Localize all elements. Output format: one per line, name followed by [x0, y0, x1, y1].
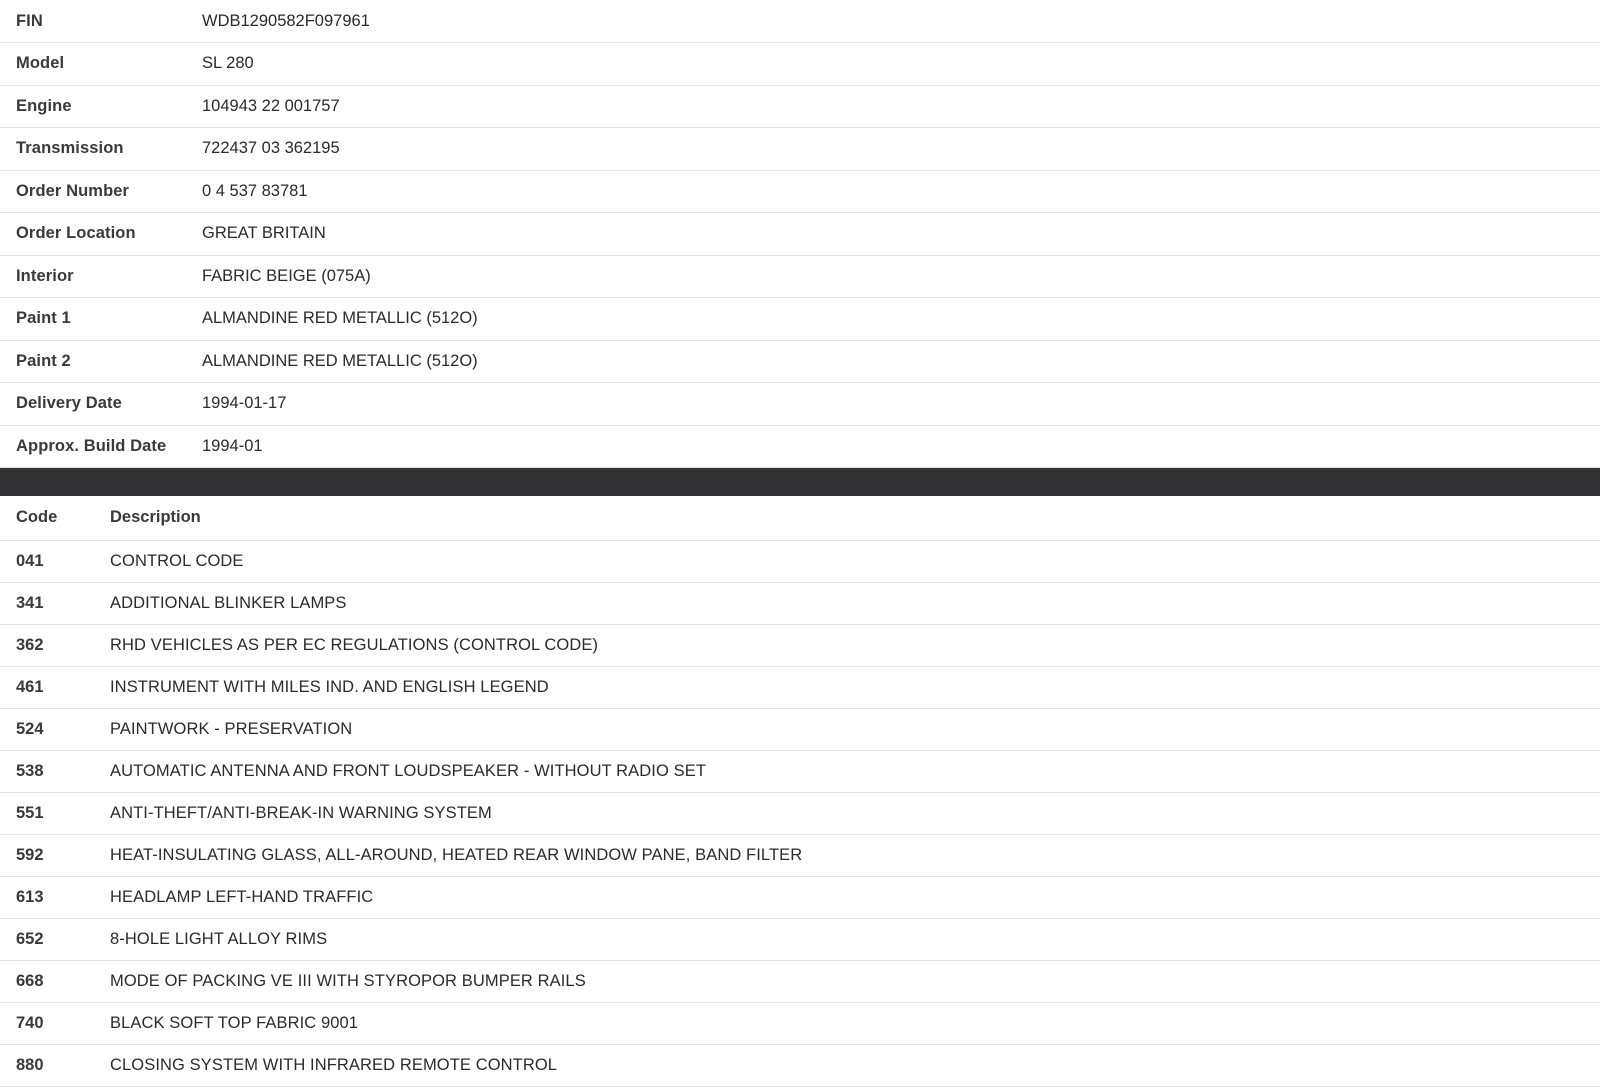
- table-row: [0, 213, 1600, 256]
- column-header-description: Description: [94, 496, 1600, 540]
- spec-value: GREAT BRITAIN: [202, 213, 1600, 256]
- description-cell: 8-HOLE LIGHT ALLOY RIMS: [94, 918, 1600, 960]
- code-cell: 461: [0, 666, 94, 708]
- table-row: [0, 43, 1600, 86]
- description-cell: RHD VEHICLES AS PER EC REGULATIONS (CONTROL CODE): [94, 624, 1600, 666]
- table-row: [0, 960, 1600, 1002]
- spec-label: Transmission: [0, 128, 202, 171]
- table-header-row: [0, 496, 1600, 540]
- column-header-code: Code: [0, 496, 94, 540]
- code-cell: 362: [0, 624, 94, 666]
- vehicle-spec-table: [0, 0, 1600, 468]
- spec-value: ALMANDINE RED METALLIC (512O): [202, 340, 1600, 383]
- description-cell: CLOSING SYSTEM WITH INFRARED REMOTE CONTROL: [94, 1044, 1600, 1086]
- table-row: [0, 1044, 1600, 1086]
- description-cell: ADDITIONAL BLINKER LAMPS: [94, 582, 1600, 624]
- description-cell: HEAT-INSULATING GLASS, ALL-AROUND, HEATED REAR WINDOW PANE, BAND FILTER: [94, 834, 1600, 876]
- table-row: [0, 340, 1600, 383]
- table-row: [0, 582, 1600, 624]
- section-divider-band: [0, 468, 1600, 496]
- description-cell: ANTI-THEFT/ANTI-BREAK-IN WARNING SYSTEM: [94, 792, 1600, 834]
- spec-value: 722437 03 362195: [202, 128, 1600, 171]
- description-cell: MODE OF PACKING VE III WITH STYROPOR BUMPER RAILS: [94, 960, 1600, 1002]
- table-row: [0, 383, 1600, 426]
- code-cell: 613: [0, 876, 94, 918]
- spec-value: 104943 22 001757: [202, 85, 1600, 128]
- table-row: [0, 1002, 1600, 1044]
- table-row: [0, 85, 1600, 128]
- table-row: [0, 298, 1600, 341]
- code-cell: 538: [0, 750, 94, 792]
- description-cell: PAINTWORK - PRESERVATION: [94, 708, 1600, 750]
- spec-label: Order Location: [0, 213, 202, 256]
- table-row: [0, 128, 1600, 171]
- spec-label: Approx. Build Date: [0, 425, 202, 468]
- code-cell: 341: [0, 582, 94, 624]
- table-row: [0, 255, 1600, 298]
- table-row: [0, 0, 1600, 43]
- spec-label: Order Number: [0, 170, 202, 213]
- spec-label: Engine: [0, 85, 202, 128]
- code-cell: 652: [0, 918, 94, 960]
- table-row: [0, 876, 1600, 918]
- spec-label: Interior: [0, 255, 202, 298]
- option-codes-head: [0, 496, 1600, 540]
- description-cell: CONTROL CODE: [94, 540, 1600, 582]
- table-row: [0, 792, 1600, 834]
- spec-value: 1994-01-17: [202, 383, 1600, 426]
- vehicle-spec-body: [0, 0, 1600, 468]
- code-cell: 551: [0, 792, 94, 834]
- table-row: [0, 750, 1600, 792]
- spec-label: Paint 2: [0, 340, 202, 383]
- table-row: [0, 918, 1600, 960]
- spec-value: ALMANDINE RED METALLIC (512O): [202, 298, 1600, 341]
- table-row: [0, 708, 1600, 750]
- description-cell: AUTOMATIC ANTENNA AND FRONT LOUDSPEAKER - WITHOUT RADIO SET: [94, 750, 1600, 792]
- table-row: [0, 540, 1600, 582]
- description-cell: HEADLAMP LEFT-HAND TRAFFIC: [94, 876, 1600, 918]
- spec-value: 1994-01: [202, 425, 1600, 468]
- table-row: [0, 170, 1600, 213]
- spec-label: Delivery Date: [0, 383, 202, 426]
- option-codes-table: [0, 496, 1600, 1087]
- description-cell: BLACK SOFT TOP FABRIC 9001: [94, 1002, 1600, 1044]
- table-row: [0, 834, 1600, 876]
- table-row: [0, 425, 1600, 468]
- spec-value: SL 280: [202, 43, 1600, 86]
- code-cell: 880: [0, 1044, 94, 1086]
- spec-label: Model: [0, 43, 202, 86]
- code-cell: 740: [0, 1002, 94, 1044]
- spec-value: 0 4 537 83781: [202, 170, 1600, 213]
- code-cell: 524: [0, 708, 94, 750]
- description-cell: INSTRUMENT WITH MILES IND. AND ENGLISH LEGEND: [94, 666, 1600, 708]
- option-codes-body: [0, 540, 1600, 1086]
- code-cell: 041: [0, 540, 94, 582]
- spec-value: FABRIC BEIGE (075A): [202, 255, 1600, 298]
- spec-label: FIN: [0, 0, 202, 43]
- table-row: [0, 624, 1600, 666]
- spec-value: WDB1290582F097961: [202, 0, 1600, 43]
- code-cell: 592: [0, 834, 94, 876]
- spec-label: Paint 1: [0, 298, 202, 341]
- code-cell: 668: [0, 960, 94, 1002]
- table-row: [0, 666, 1600, 708]
